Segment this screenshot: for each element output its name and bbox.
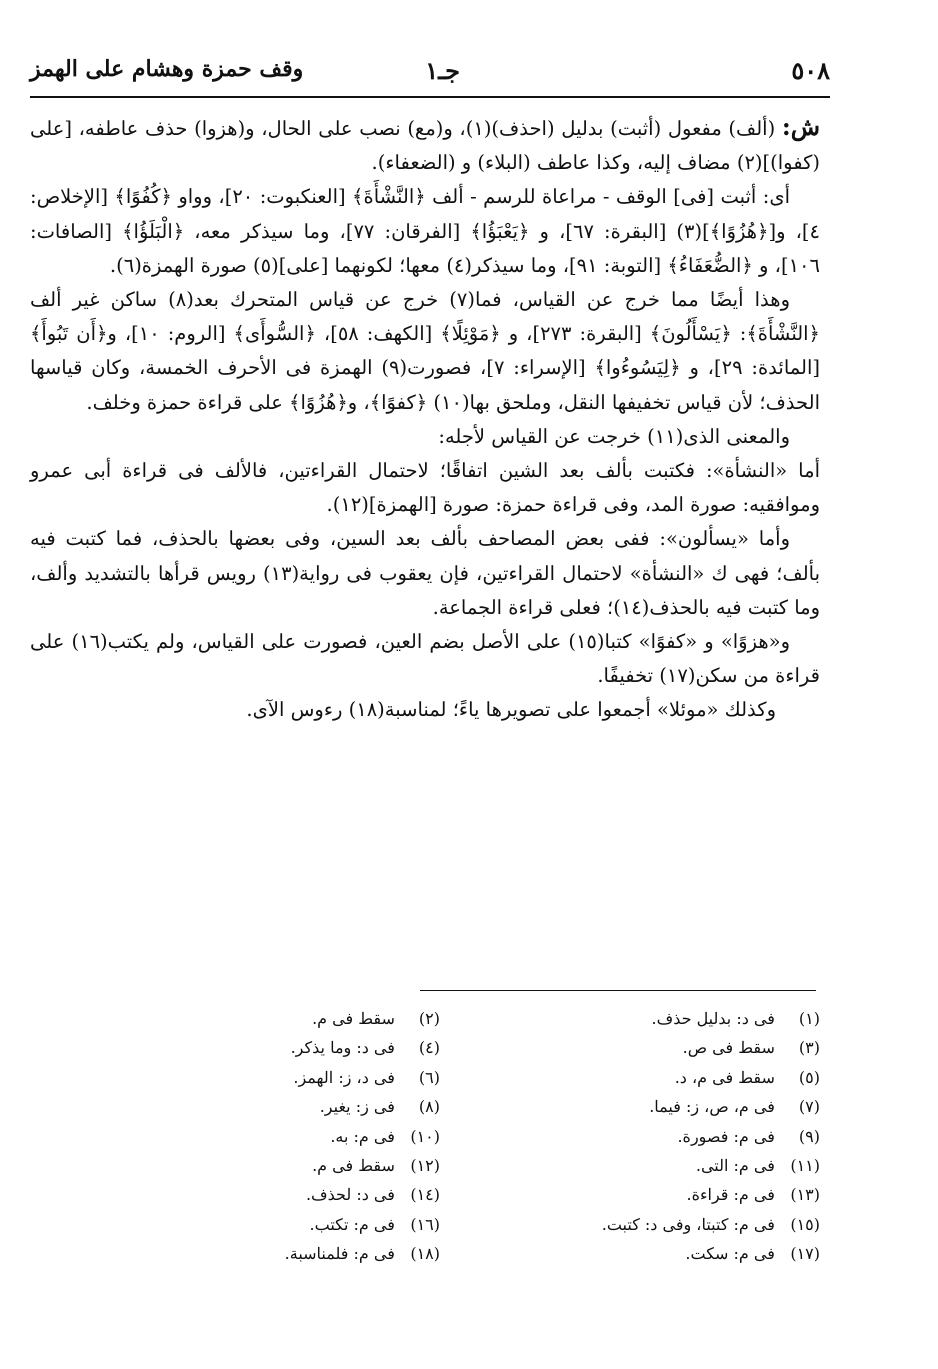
paragraph-5: أما «النشأة»: فكتبت بألف بعد الشين اتفاقًا؛ لاحتمال القراءتين، فالألف فى قراءة أبى عمرو وموافقيه: صورة المد، وفى قراءة حمزة: صورة [الهمزة](١٢). (30, 459, 820, 517)
footnote: (٦) فى د، ز: الهمز. (293, 1067, 440, 1087)
footnote: (١١) فى م: التى. (695, 1155, 820, 1175)
footnote: (١٣) فى م: قراءة. (686, 1185, 820, 1205)
commentary-marker: ش: (781, 112, 820, 141)
footnote: (٧) فى م، ص، ز: فيما. (649, 1097, 820, 1117)
footnote: (١٥) فى م: كتبتا، وفى د: كتبت. (601, 1214, 820, 1234)
footnote: (١٢) سقط فى م. (312, 1155, 440, 1175)
footnote: (٢) سقط فى م. (312, 1009, 440, 1028)
paragraph-8: وكذلك «موئلا» أجمعوا على تصويرها ياءً؛ لمناسبة(١٨) رءوس الآى. (246, 698, 776, 722)
footnote: (١٧) فى م: سكت. (685, 1244, 820, 1264)
paragraph-4: والمعنى الذى(١١) خرجت عن القياس لأجله: (438, 424, 790, 448)
header-divider (30, 96, 830, 98)
footnotes-right-column (480, 1004, 820, 1269)
paragraph-1-text: (ألف) مفعول (أثبت) بدليل (احذف)(١)، و(مع) نصب على الحال، و(هزوا) حذف عاطفه، [على (كفوا)](٢) مضاف إليه، وكذا عاطف (البلاء) و (الضعفاء). (30, 117, 820, 175)
footnote: (١٠) فى م: به. (330, 1126, 440, 1146)
footnote: (١٤) فى د: لحذف. (305, 1185, 440, 1205)
footnote: (٤) فى د: وما يذكر. (290, 1038, 440, 1058)
main-text (30, 110, 820, 728)
footnote: (٣) سقط فى ص. (682, 1038, 820, 1058)
footnote-divider (420, 990, 816, 991)
footnotes-left-column (110, 1004, 440, 1269)
running-title: وقف حمزة وهشام على الهمز (30, 56, 304, 82)
paragraph-3: وهذا أيضًا مما خرج عن القياس، فما(٧) خرج عن قياس المتحرك بعد(٨) ساكن غير ألف ﴿النَّشْأَةَ﴾: ﴿يَسْأَلُونَ﴾ [البقرة: ٢٧٣]، و ﴿مَوْئِلًا﴾ [الكهف: ٥٨]، ﴿السُّوأَى﴾ [الروم: ١٠]، و﴿أَن تَبُوأَ﴾ [المائدة: ٢٩]، و ﴿لِيَسُوءُوا﴾ [الإسراء: ٧]، فصورت(٩) الهمزة فى الأحرف الخمسة، وكان قياسها الحذف؛ لأن قياس تخفيفها النقل، وملحق بها(١٠) ﴿كفوًا﴾، و﴿هُزُوًا﴾ على قراءة حمزة وخلف. (30, 288, 820, 414)
paragraph-1 (30, 110, 820, 180)
paragraph-2: أى: أثبت [فى] الوقف - مراعاة للرسم - ألف ﴿النَّشْأَةَ﴾ [العنكبوت: ٢٠]، وواو ﴿كُفُوًا﴾ [الإخلاص: ٤]، و[﴿هُزُوًا﴾](٣) [البقرة: ٦٧]، و ﴿يَعْبَؤُا﴾ [الفرقان: ٧٧]، وما سيذكر معه، ﴿الْبَلَؤُا﴾ [الصافات: ١٠٦]، و ﴿الضُّعَفَاءُ﴾ [التوبة: ٩١]، وما سيذكر(٤) معها؛ لكونهما [على](٥) صورة الهمزة(٦). (30, 185, 821, 277)
footnote: (٩) فى م: فصورة. (677, 1126, 820, 1146)
footnote: (١٦) فى م: تكتب. (309, 1214, 440, 1234)
page-number: ٥٠٨ (791, 56, 830, 85)
page-header (30, 54, 830, 94)
footnote: (١) فى د: بدليل حذف. (651, 1009, 820, 1028)
volume-label: جـ١ (425, 56, 460, 85)
paragraph-7: و«هزوًا» و «كفوًا» كتبا(١٥) على الأصل بضم العين، فصورت على القياس، ولم يكتب(١٦) على قراءة من سكن(١٧) تخفيفًا. (30, 630, 820, 688)
footnote: (٨) فى ز: يغير. (319, 1097, 440, 1117)
paragraph-6: وأما «يسألون»: ففى بعض المصاحف بألف بعد السين، وفى بعضها بالحذف، فما كتبت فيه بألف؛ فهى ك «النشأة» لاحتمال القراءتين، فإن يعقوب فى رواية(١٣) رويس قرأها بالتشديد وألف، وما كتبت فيه بالحذف(١٤)؛ فعلى قراءة الجماعة. (30, 527, 820, 619)
footnote: (٥) سقط فى م، د. (674, 1067, 820, 1087)
footnote: (١٨) فى م: فلمناسبة. (284, 1244, 440, 1264)
